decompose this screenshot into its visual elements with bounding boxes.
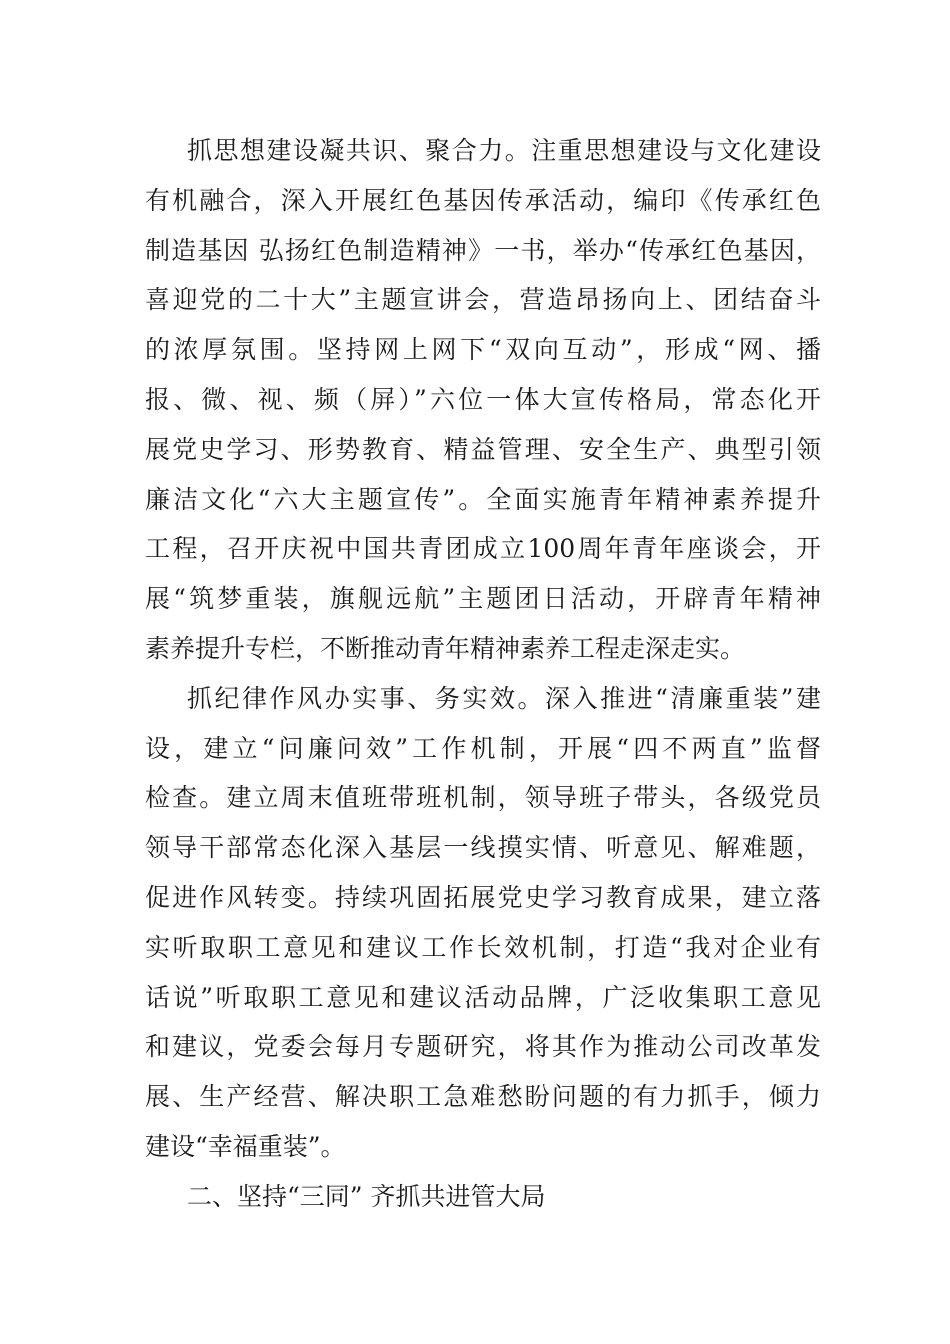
paragraph-line: 素养提升专栏，不断推动青年精神素养工程走深走实。	[145, 633, 746, 663]
paragraph-line: 的浓厚氛围。坚持网上网下“双向互动”，形成“网、播	[145, 335, 821, 365]
paragraph-line: 促进作风转变。持续巩固拓展党史学习教育成果，建立落	[145, 882, 821, 912]
paragraph-line: 领导干部常态化深入基层一线摸实情、听意见、解难题，	[145, 833, 821, 863]
paragraph-line: 建设“幸福重装”。	[145, 1131, 346, 1161]
paragraph-line: 廉洁文化“六大主题宣传”。全面实施青年精神素养提升	[145, 484, 821, 514]
document-body	[145, 126, 821, 1222]
paragraph-line: 抓思想建设凝共识、聚合力。注重思想建设与文化建设	[187, 136, 821, 165]
paragraph-line: 工程，召开庆祝中国共青团成立100周年青年座谈会，开	[145, 534, 821, 564]
paragraph-line: 检查。建立周末值班带班机制，领导班子带头，各级党员	[145, 783, 821, 813]
paragraph-line: 展、生产经营、解决职工急难愁盼问题的有力抓手，倾力	[145, 1082, 821, 1112]
paragraph-line: 制造基因 弘扬红色制造精神》一书，举办“传承红色基因，	[145, 235, 821, 265]
paragraph-line: 实听取职工意见和建议工作长效机制，打造“我对企业有	[145, 932, 821, 962]
paragraph-line: 展“筑梦重装，旗舰远航”主题团日活动，开辟青年精神	[145, 584, 821, 614]
paragraph-line: 展党史学习、形势教育、精益管理、安全生产、典型引领	[145, 434, 821, 464]
paragraph-ideology	[145, 126, 821, 674]
paragraph-line: 报、微、视、频（屏）”六位一体大宣传格局，常态化开	[145, 384, 821, 414]
paragraph-line: 和建议，党委会每月专题研究，将其作为推动公司改革发	[145, 1032, 821, 1062]
paragraph-line: 喜迎党的二十大”主题宣讲会，营造昂扬向上、团结奋斗	[145, 285, 821, 315]
paragraph-discipline	[145, 674, 821, 1172]
paragraph-line: 抓纪律作风办实事、务实效。深入推进“清廉重装”建	[187, 683, 821, 713]
paragraph-line: 设，建立“问廉问效”工作机制，开展“四不两直”监督	[145, 733, 821, 763]
paragraph-line: 话说”听取职工意见和建议活动品牌，广泛收集职工意见	[145, 982, 821, 1012]
paragraph-line: 有机融合，深入开展红色基因传承活动，编印《传承红色	[145, 185, 821, 215]
section-heading: 二、坚持“三同” 齐抓共进管大局	[187, 1181, 546, 1211]
